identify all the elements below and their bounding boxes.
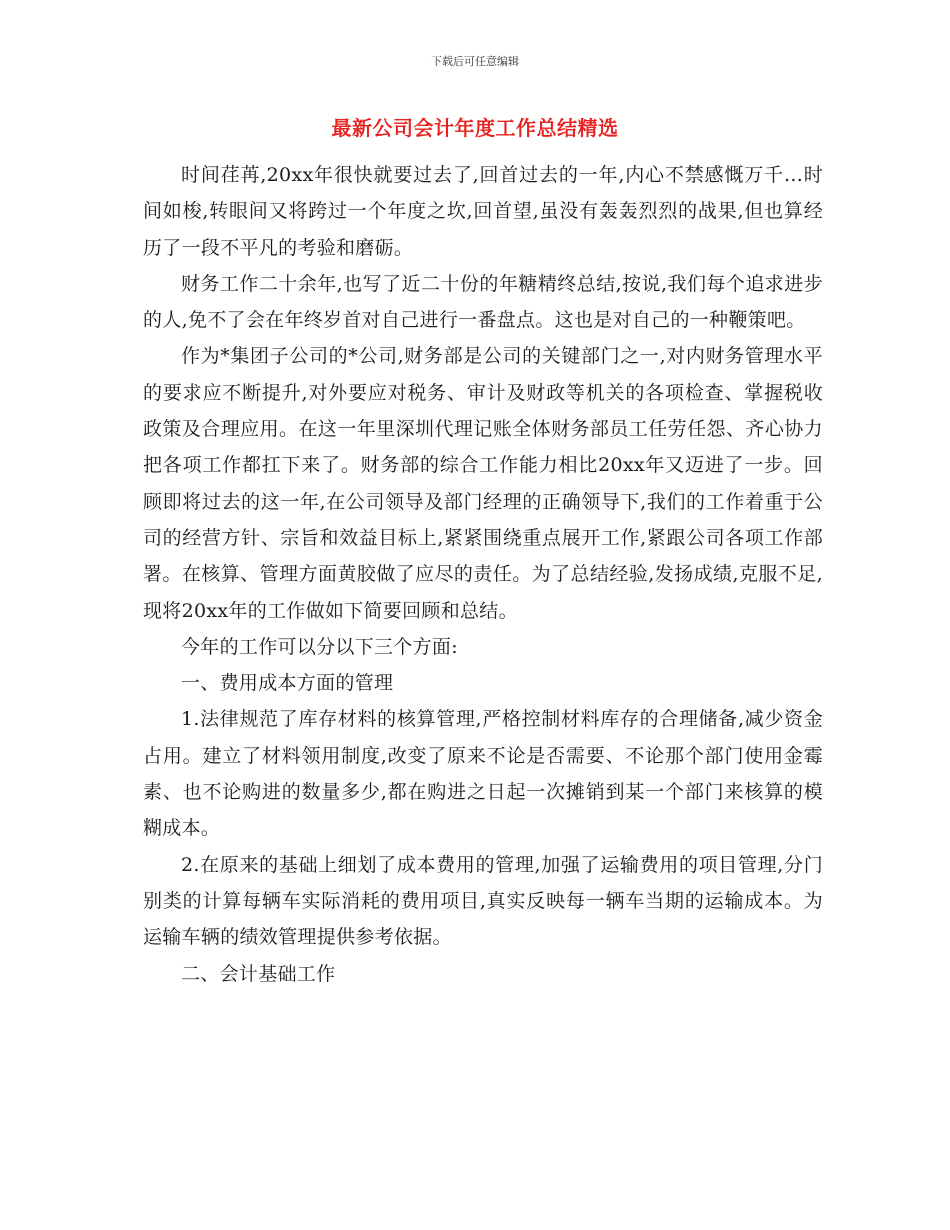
section-heading-accounting: 二、会计基础工作 [181,962,336,985]
paragraph-overview: 今年的工作可以分以下三个方面: [181,635,458,658]
document-body [143,157,823,992]
paragraph-department: 作为*集团子公司的*公司,财务部是公司的关键部门之一,对内财务管理水平的要求应不断提升,对外要应对税务、审计及财政等机关的各项检查、掌握税收政策及合理应用。在这一年里深圳代理记账全体财务部员工任劳任怨、齐心协力把各项工作都扛下来了。财务部的综合工作能力相比20xx年又迈进了一步。回顾即将过去的这一年,在公司领导及部门经理的正确领导下,我们的工作着重于公司的经营方针、宗旨和效益目标上,紧紧围绕重点展开工作,紧跟公司各项工作部署。在核算、管理方面黄胶做了应尽的责任。为了总结经验,发扬成绩,克服不足,现将20xx年的工作做如下简要回顾和总结。 [143,345,823,622]
document-title: 最新公司会计年度工作总结精选 [331,116,619,140]
section-heading-cost: 一、费用成本方面的管理 [181,672,394,695]
header-note: 下载后可任意编辑 [431,55,519,68]
paragraph-intro: 时间荏苒,20xx年很快就要过去了,回首过去的一年,内心不禁感慨万千…时间如梭,转眼间又将跨过一个年度之坎,回首望,虽没有轰轰烈烈的战果,但也算经历了一段不平凡的考验和磨砺。 [143,164,823,259]
paragraph-item-2: 2.在原来的基础上细划了成本费用的管理,加强了运输费用的项目管理,分门别类的计算每辆车实际消耗的费用项目,真实反映每一辆车当期的运输成本。为运输车辆的绩效管理提供参考依据。 [143,853,823,949]
paragraph-item-1: 1.法律规范了库存材料的核算管理,严格控制材料库存的合理储备,减少资金占用。建立了材料领用制度,改变了原来不论是否需要、不论那个部门使用金霉素、也不论购进的数量多少,都在购进之日起一次摊销到某一个部门来核算的模糊成本。 [143,708,823,840]
paragraph-reflection: 财务工作二十余年,也写了近二十份的年糖精终总结,按说,我们每个追求进步的人,免不了会在年终岁首对自己进行一番盘点。这也是对自己的一种鞭策吧。 [143,272,823,332]
